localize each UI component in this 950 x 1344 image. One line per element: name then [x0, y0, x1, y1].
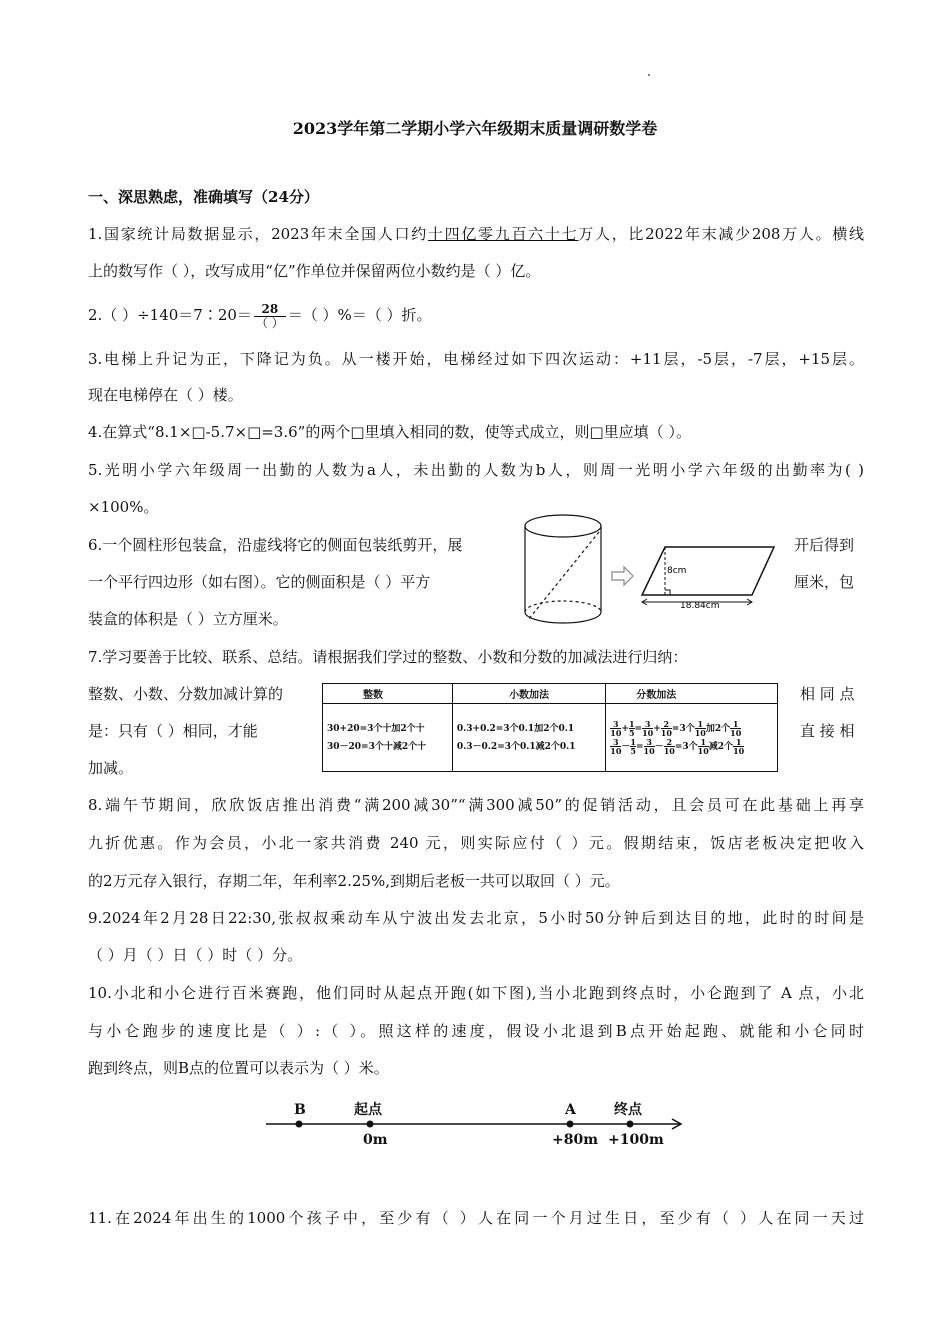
fraction-add-row: $\frac{3}{10}$ + $\frac{1}{5}$ = $\frac{3}{10}$ + $\frac{2}{10}$ =3个 $\frac{1}{10}$ 加2个 $\frac{1}{10}$ [610, 718, 742, 738]
q6-line1: 6.一个圆柱形包装盒，沿虚线将它的侧面包装纸剪开，展 [88, 536, 463, 554]
q8-line2: 九折优惠。作为会员，小北一家共消费 240 元，则实际应付（ ）元。假期结束，饭店老板决定把收入 [88, 834, 864, 852]
q7-right1: 相 同 点 [800, 685, 855, 703]
q7-right2: 直 接 相 [800, 722, 855, 740]
q6-right2: 厘米，包 [794, 573, 855, 591]
value-start: 0m [363, 1132, 388, 1148]
q1-line1: 1.国家统计局数据显示，2023年末全国人口约十四亿零九百六十七万人，比2022年末减少208万人。横线 [88, 225, 864, 243]
q7-left2: 是：只有（ ）相同，才能 [88, 722, 258, 740]
value-end: +100m [608, 1132, 664, 1148]
q2-line: 2.（ ）÷140＝7∶20＝ $\frac{28}{( )}$ ＝（ ）%＝（ ）折。 [88, 301, 432, 330]
table-header-integer: 整数 [323, 684, 453, 704]
q3-line1: 3.电梯上升记为正，下降记为负。从一楼开始，电梯经过如下四次运动：+11层，-5层，-7层，+15层。 [88, 350, 864, 368]
q7-left3: 加减。 [88, 759, 134, 777]
q6-line3: 装盒的体积是（ ）立方厘米。 [88, 610, 288, 628]
parallelogram-drawing [642, 547, 774, 605]
q7-line1: 7.学习要善于比较、联系、总结。请根据我们学过的整数、小数和分数的加减法进行归纳： [88, 648, 688, 666]
page-title: 2023学年第二学期小学六年级期末质量调研数学卷 [292, 119, 658, 138]
point-b [296, 1121, 303, 1128]
label-a: A [565, 1102, 576, 1118]
point-a [567, 1121, 574, 1128]
value-a: +80m [552, 1132, 599, 1148]
q10-line2: 与小仑跑步的速度比是（ ）:（ ）。照这样的速度，假设小北退到B点开始起跑、就能和小仑同时 [88, 1022, 864, 1040]
page-dot [648, 74, 650, 76]
section-heading: 一、深思熟虑，准确填写（24分） [88, 188, 319, 206]
q6-figure [520, 510, 790, 632]
table-cell-fraction [606, 704, 778, 772]
q8-line1: 8.端午节期间，欣欣饭店推出消费“满200减30”“满300减50”的促销活动，且会员可在此基础上再享 [88, 796, 864, 814]
q6-line2: 一个平行四边形（如右图）。它的侧面积是（ ）平方 [88, 573, 431, 591]
q1-line2: 上的数写作（ ），改写成用“亿”作单位并保留两位小数约是（ ）亿。 [88, 262, 541, 280]
fraction-sub-row: $\frac{3}{10}$ － $\frac{1}{5}$ = $\frac{3}{10}$ － $\frac{2}{10}$ =3个 $\frac{1}{10}$ 减2个 $\frac{1}{10}$ [610, 736, 745, 756]
q9-line1: 9.2024年2月28日22:30,张叔叔乘动车从宁波出发去北京，5小时50分钟后到达目的地，此时的时间是 [88, 909, 864, 927]
q5-line2: ×100%。 [88, 498, 159, 516]
q4-line: 4.在算式“8.1×□-5.7×□=3.6”的两个□里填入相同的数，使等式成立，则□里应填（ ）。 [88, 423, 691, 441]
q10-line1: 10.小北和小仑进行百米赛跑，他们同时从起点开跑(如下图),当小北跑到终点时，小仑跑到了 A 点，小北 [88, 984, 864, 1002]
label-start: 起点 [354, 1102, 382, 1118]
point-end [627, 1121, 634, 1128]
label-end: 终点 [614, 1102, 642, 1118]
q7-left1: 整数、小数、分数加减计算的 [88, 685, 284, 703]
arrow-right-icon [612, 567, 633, 585]
q1-underlined-number: 十四亿零九百六十七 [427, 225, 579, 243]
q9-line2: （ ）月（ ）日（ ）时（ ）分。 [88, 946, 303, 964]
q5-line1: 5.光明小学六年级周一出勤的人数为a人，未出勤的人数为b人，则周一光明小学六年级的出勤率为( ) [88, 461, 864, 479]
label-b: B [294, 1102, 306, 1118]
base-label: 18.84cm [680, 601, 720, 611]
table-header-decimal: 小数加法 [452, 684, 605, 704]
height-label: 8cm [667, 566, 687, 576]
cylinder-drawing [525, 515, 601, 623]
table-header-fraction: 分数加法 [606, 684, 778, 704]
q11-line1: 11.在2024年出生的1000个孩子中，至少有（ ）人在同一个月过生日，至少有（ ）人在同一天过 [88, 1209, 864, 1227]
q8-line3: 的2万元存入银行，存期二年，年利率2.25%,到期后老板一共可以取回（ ）元。 [88, 872, 620, 890]
table-cell-integer: 30+20=3个十加2个十 30－20=3个十减2个十 [323, 704, 453, 772]
number-line [260, 1095, 690, 1155]
table-cell-decimal: 0.3+0.2=3个0.1加2个0.1 0.3－0.2=3个0.1减2个0.1 [452, 704, 605, 772]
point-start [367, 1121, 374, 1128]
q2-fraction: $\frac{28}{( )}$ [255, 301, 284, 330]
q6-right1: 开后得到 [794, 536, 855, 554]
q10-line3: 跑到终点，则B点的位置可以表示为（ ）米。 [88, 1059, 389, 1077]
comparison-table [322, 683, 778, 772]
q3-line2: 现在电梯停在（ ）楼。 [88, 386, 243, 404]
